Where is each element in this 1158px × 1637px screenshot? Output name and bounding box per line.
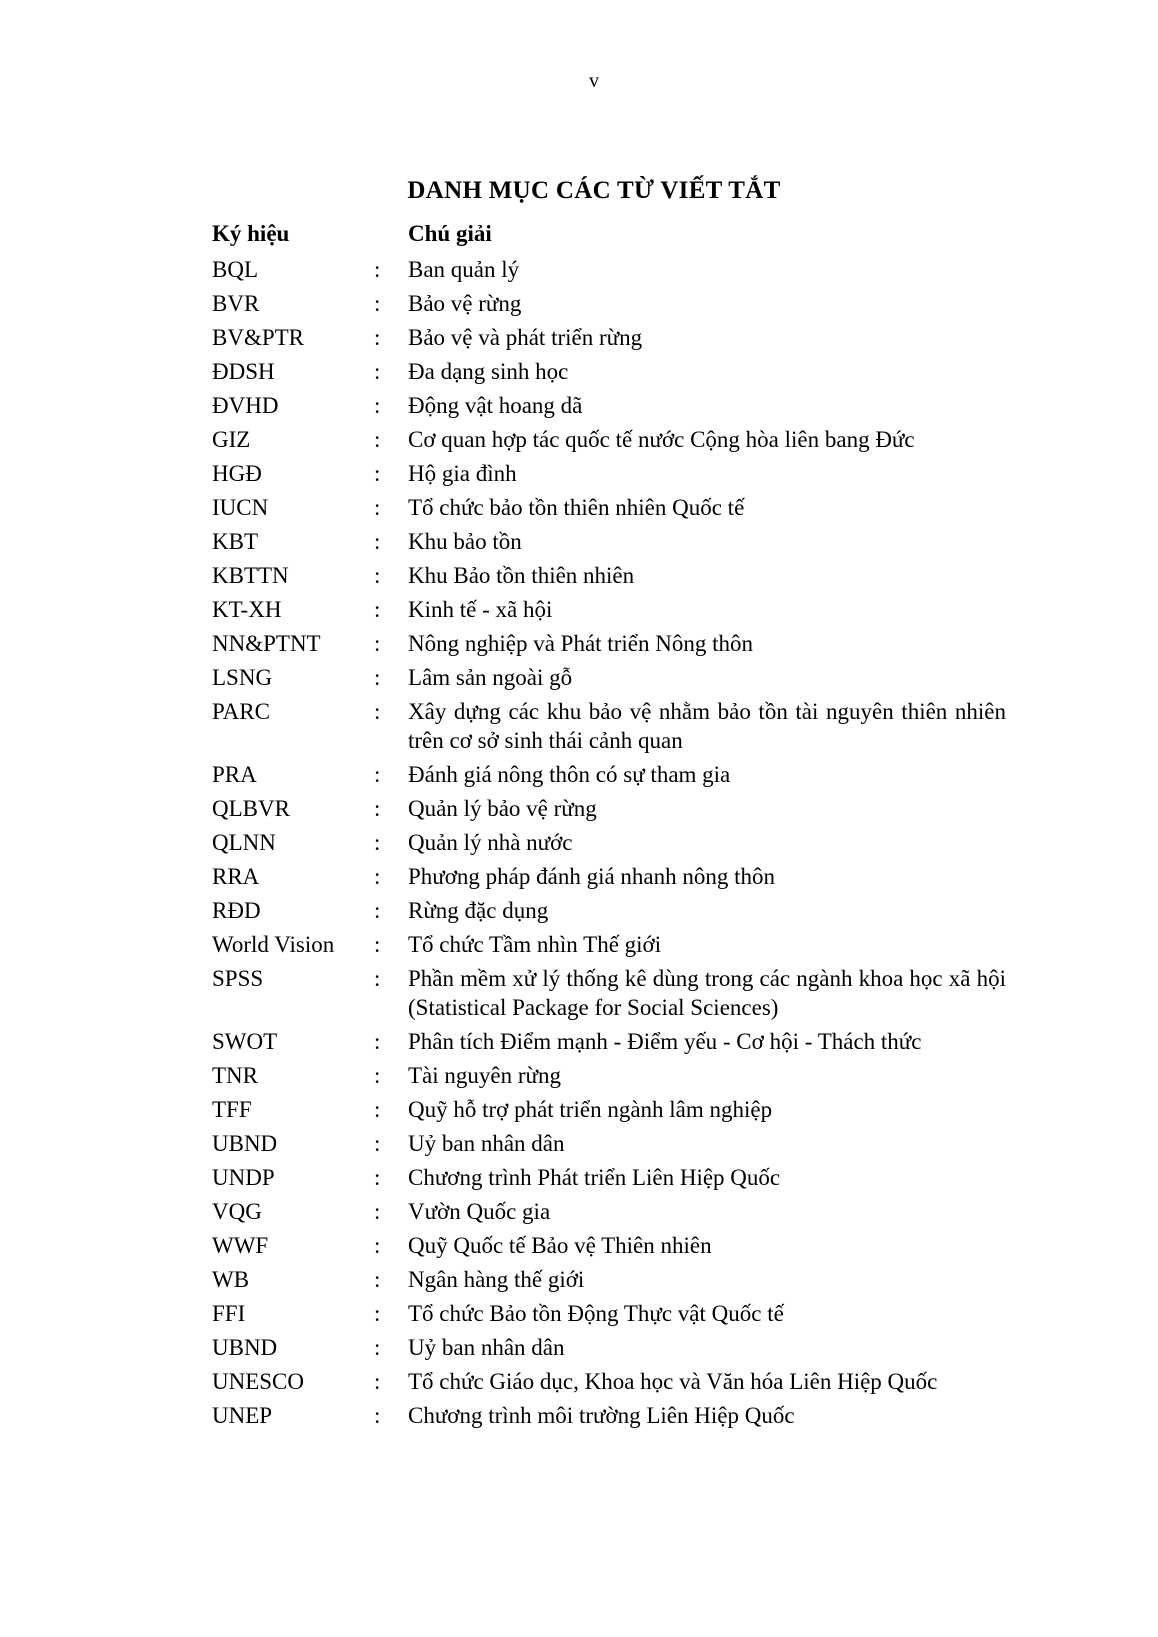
separator-colon: : [374,563,381,588]
definition: Kinh tế - xã hội [408,597,553,622]
separator-colon: : [374,1233,381,1258]
abbreviation: PARC [212,699,270,724]
table-row [0,320,1158,354]
separator-colon: : [374,1267,381,1292]
table-row [0,660,1158,694]
separator-colon: : [374,325,381,350]
definition: Tổ chức bảo tồn thiên nhiên Quốc tế [408,495,745,520]
table-row [0,1364,1158,1398]
abbreviation: RĐD [212,898,261,923]
separator-colon: : [374,762,381,787]
separator-colon: : [374,1029,381,1054]
table-header [0,221,1158,255]
separator-colon: : [374,665,381,690]
abbreviation-list [0,252,1158,1432]
table-row [0,1398,1158,1432]
header-meaning: Chú giải [408,221,492,246]
separator-colon: : [374,796,381,821]
table-row [0,286,1158,320]
abbreviation: RRA [212,864,260,889]
abbreviation: UNDP [212,1165,275,1190]
separator-colon: : [374,932,381,957]
separator-colon: : [374,898,381,923]
table-row [0,490,1158,524]
table-row [0,1228,1158,1262]
table-row [0,422,1158,456]
separator-colon: : [374,1199,381,1224]
table-row [0,1024,1158,1058]
separator-colon: : [374,1165,381,1190]
definition: Phần mềm xử lý thống kê dùng trong các ngành khoa học xã hội (Statistical Package for Social Sciences) [408,966,1006,1020]
abbreviation: HGĐ [212,461,262,486]
abbreviation: ĐVHD [212,393,279,418]
table-row [0,626,1158,660]
definition: Tổ chức Tầm nhìn Thế giới [408,932,662,957]
definition: Phân tích Điểm mạnh - Điểm yếu - Cơ hội - Thách thức [408,1029,922,1054]
separator-colon: : [374,864,381,889]
abbreviation: UNESCO [212,1369,305,1394]
separator-colon: : [374,257,381,282]
abbreviation: KBTTN [212,563,289,588]
definition: Tổ chức Bảo tồn Động Thực vật Quốc tế [408,1301,784,1326]
table-row [0,791,1158,825]
table-row [0,694,1158,757]
abbreviation: VQG [212,1199,262,1224]
separator-colon: : [374,966,381,991]
definition: Ban quản lý [408,257,520,282]
separator-colon: : [374,291,381,316]
separator-colon: : [374,597,381,622]
definition: Uỷ ban nhân dân [408,1131,565,1156]
abbreviation: KT-XH [212,597,282,622]
abbreviation: BV&PTR [212,325,305,350]
abbreviation: World Vision [212,932,335,957]
definition: Bảo vệ rừng [408,291,522,316]
definition: Đánh giá nông thôn có sự tham gia [408,762,731,787]
definition: Chương trình Phát triển Liên Hiệp Quốc [408,1165,781,1190]
separator-colon: : [374,495,381,520]
definition: Bảo vệ và phát triển rừng [408,325,643,350]
separator-colon: : [374,1097,381,1122]
separator-colon: : [374,1335,381,1360]
table-row [0,859,1158,893]
abbreviation: LSNG [212,665,273,690]
abbreviation: TFF [212,1097,252,1122]
table-row [0,388,1158,422]
abbreviation: FFI [212,1301,246,1326]
separator-colon: : [374,1403,381,1428]
table-row [0,757,1158,791]
table-row [0,1092,1158,1126]
separator-colon: : [374,1131,381,1156]
definition: Uỷ ban nhân dân [408,1335,565,1360]
page-title: DANH MỤC CÁC TỪ VIẾT TẮT [407,177,781,204]
definition: Hộ gia đình [408,461,517,486]
abbreviation: NN&PTNT [212,631,321,656]
abbreviation: SPSS [212,966,264,991]
table-row [0,927,1158,961]
definition: Khu Bảo tồn thiên nhiên [408,563,635,588]
table-row [0,893,1158,927]
definition: Tài nguyên rừng [408,1063,561,1088]
abbreviation: SWOT [212,1029,278,1054]
table-row [0,1262,1158,1296]
table-row [0,592,1158,626]
definition: Rừng đặc dụng [408,898,549,923]
definition: Vườn Quốc gia [408,1199,551,1224]
definition: Quỹ hỗ trợ phát triển ngành lâm nghiệp [408,1097,773,1122]
definition: Lâm sản ngoài gỗ [408,665,573,690]
definition: Đa dạng sinh học [408,359,569,384]
separator-colon: : [374,699,381,724]
page-number: v [589,70,599,92]
abbreviation: QLNN [212,830,276,855]
definition: Quỹ Quốc tế Bảo vệ Thiên nhiên [408,1233,712,1258]
abbreviation: UNEP [212,1403,273,1428]
abbreviation: UBND [212,1335,278,1360]
definition: Quản lý nhà nước [408,830,573,855]
table-row [0,558,1158,592]
separator-colon: : [374,830,381,855]
table-row [0,354,1158,388]
abbreviation: UBND [212,1131,278,1156]
abbreviation: WB [212,1267,250,1292]
table-row [0,1330,1158,1364]
separator-colon: : [374,461,381,486]
abbreviation: QLBVR [212,796,290,821]
abbreviation: BQL [212,257,258,282]
abbreviation: GIZ [212,427,251,452]
definition: Chương trình môi trường Liên Hiệp Quốc [408,1403,795,1428]
definition: Nông nghiệp và Phát triển Nông thôn [408,631,753,656]
table-row [0,1126,1158,1160]
table-row [0,961,1158,1024]
abbreviation: BVR [212,291,260,316]
definition: Động vật hoang dã [408,393,583,418]
separator-colon: : [374,631,381,656]
separator-colon: : [374,1301,381,1326]
separator-colon: : [374,359,381,384]
abbreviation: IUCN [212,495,269,520]
definition: Cơ quan hợp tác quốc tế nước Cộng hòa liên bang Đức [408,427,915,452]
separator-colon: : [374,529,381,554]
separator-colon: : [374,393,381,418]
abbreviation: ĐDSH [212,359,275,384]
definition: Quản lý bảo vệ rừng [408,796,597,821]
separator-colon: : [374,1369,381,1394]
table-row [0,825,1158,859]
abbreviation: KBT [212,529,258,554]
table-row [0,252,1158,286]
table-row [0,524,1158,558]
definition: Phương pháp đánh giá nhanh nông thôn [408,864,776,889]
definition: Xây dựng các khu bảo vệ nhằm bảo tồn tài nguyên thiên nhiên trên cơ sở sinh thái cảnh quan [408,699,1006,753]
table-row [0,1058,1158,1092]
abbreviation: PRA [212,762,257,787]
table-row [0,1160,1158,1194]
abbreviation: TNR [212,1063,258,1088]
table-row [0,1194,1158,1228]
abbreviation: WWF [212,1233,269,1258]
definition: Tổ chức Giáo dục, Khoa học và Văn hóa Liên Hiệp Quốc [408,1369,938,1394]
definition: Khu bảo tồn [408,529,522,554]
header-symbol: Ký hiệu [212,221,290,246]
separator-colon: : [374,427,381,452]
table-row [0,1296,1158,1330]
definition: Ngân hàng thế giới [408,1267,585,1292]
separator-colon: : [374,1063,381,1088]
table-row [0,456,1158,490]
